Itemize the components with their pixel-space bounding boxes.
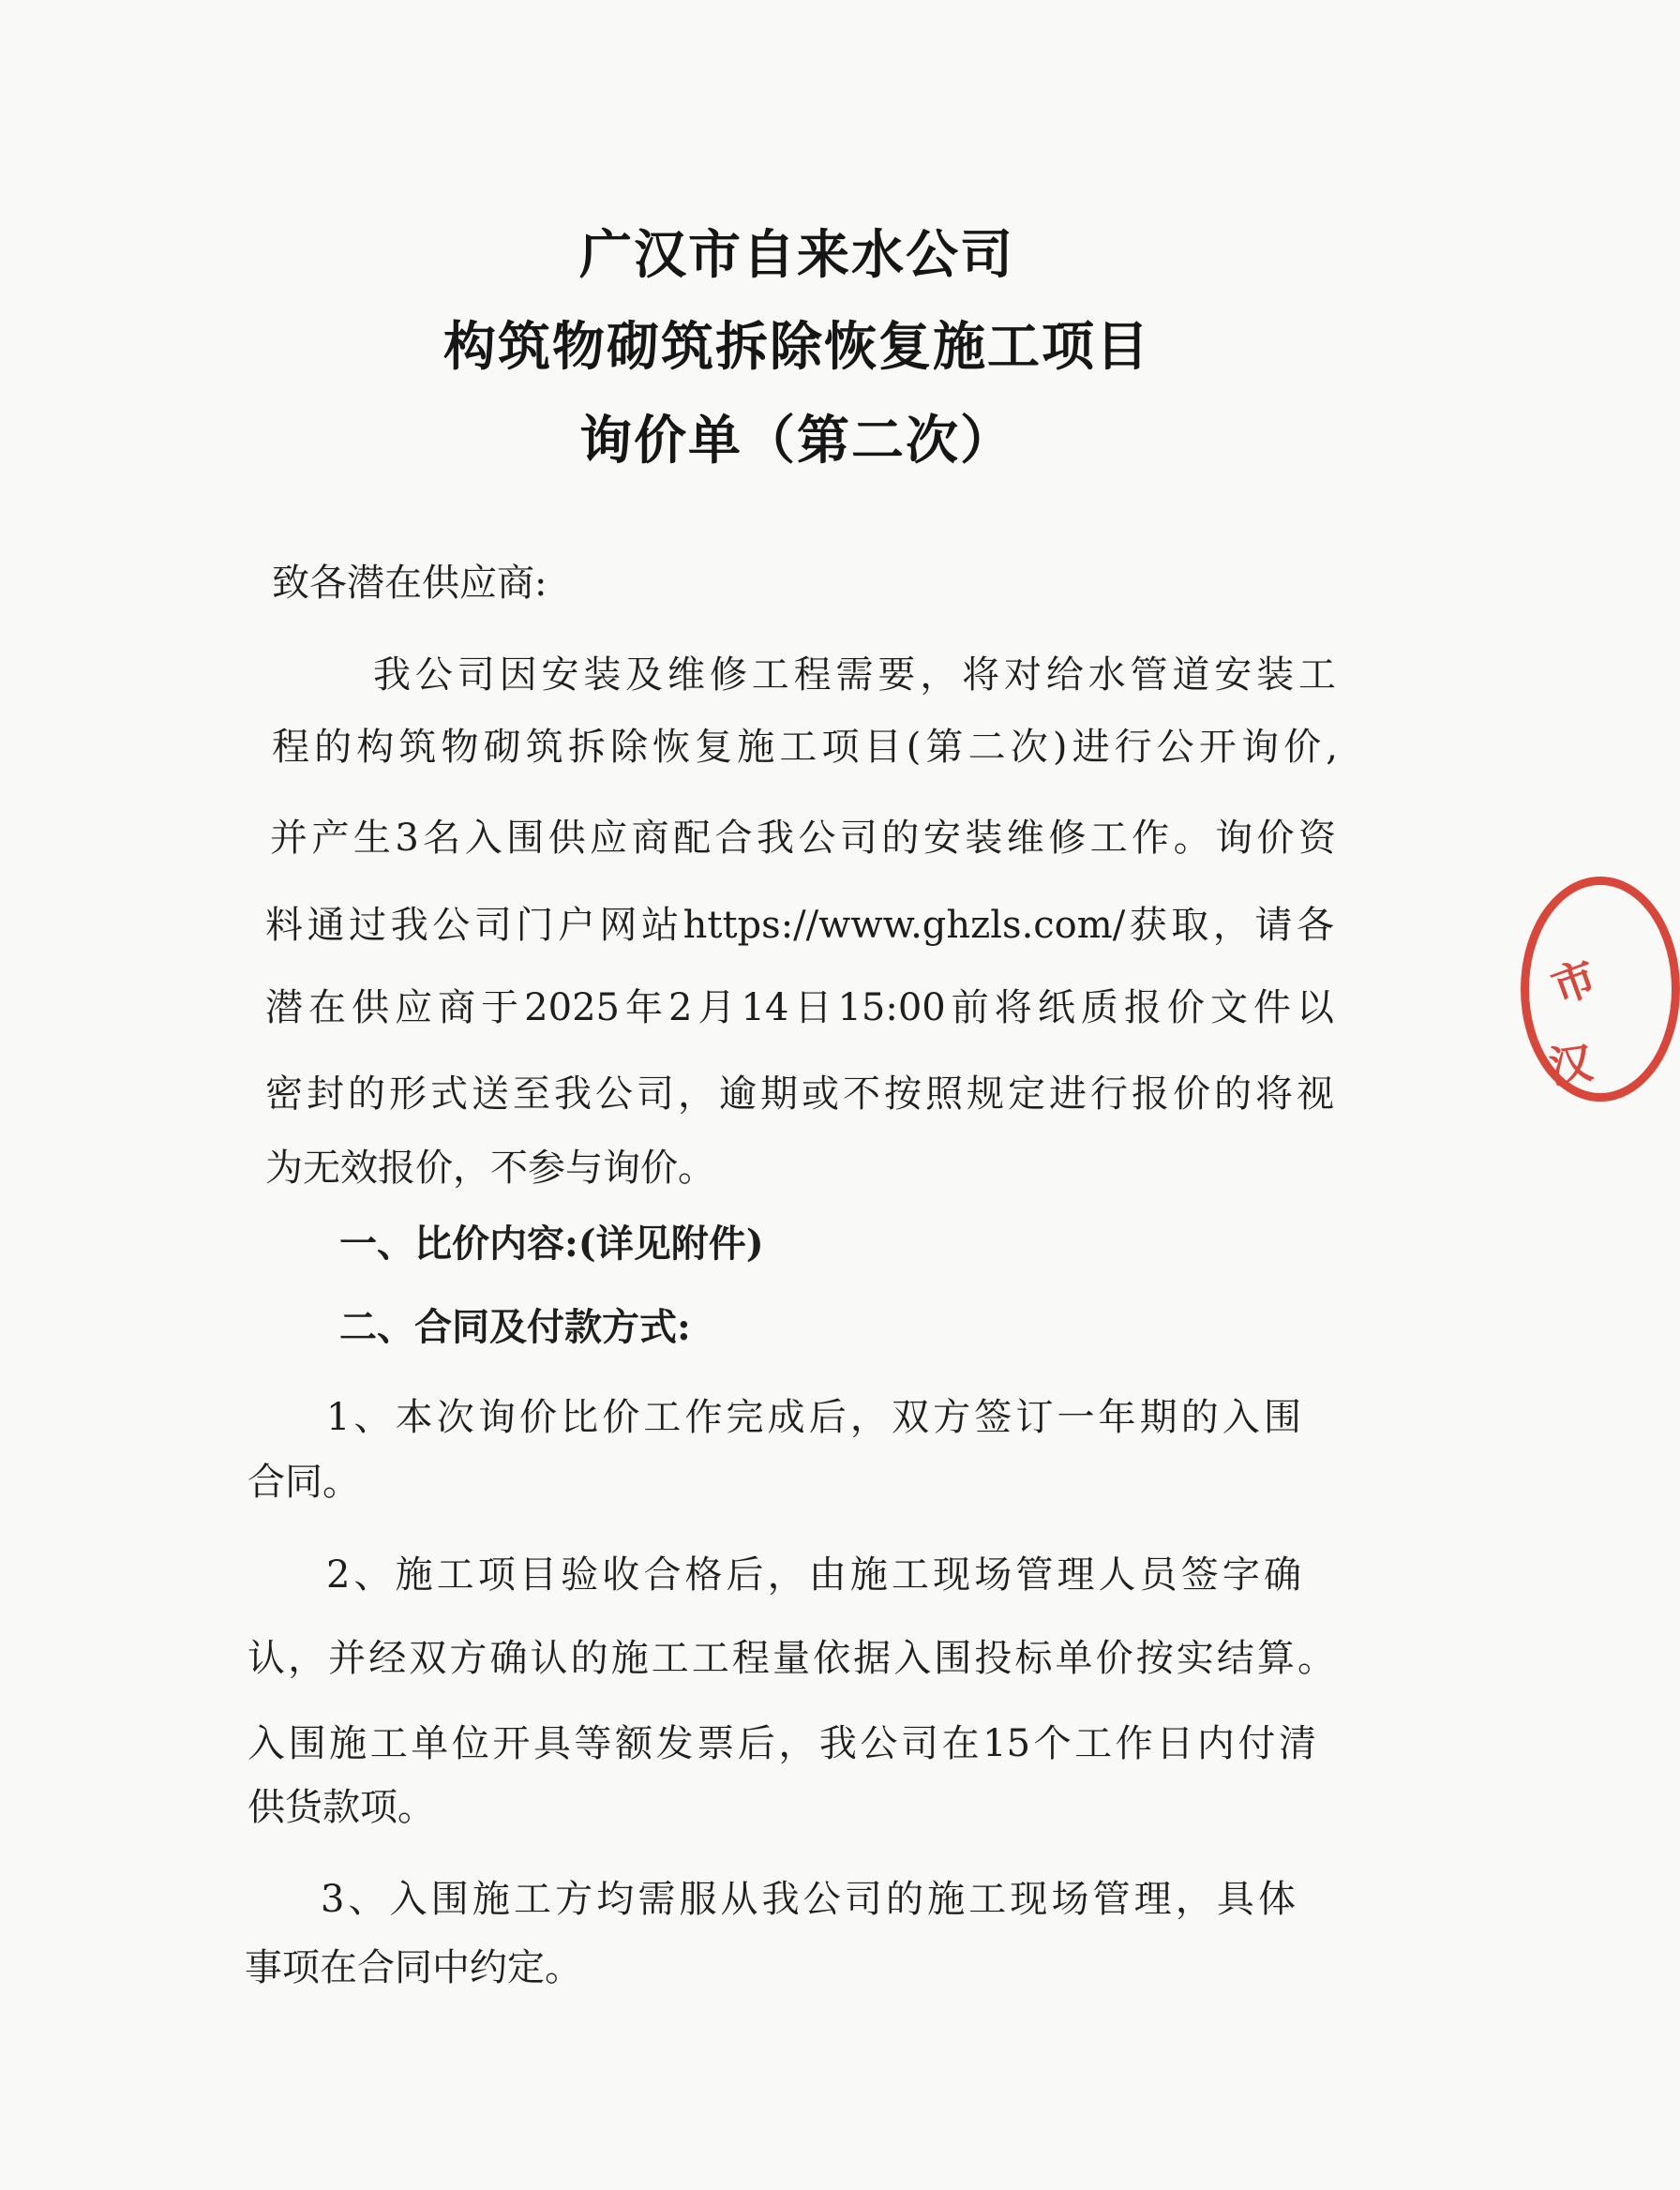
intro-line: 为无效报价，不参与询价。 <box>265 1147 715 1190</box>
item-3-line: 事项在合同中约定。 <box>245 1946 582 1989</box>
item-3-line: 3、入围施工方均需服从我公司的施工现场管理，具体 <box>321 1878 1296 1921</box>
item-1-line: 合同。 <box>248 1461 360 1504</box>
intro-line: 潜在供应商于2025年2月14日15:00前将纸质报价文件以 <box>265 986 1334 1029</box>
intro-line: 料通过我公司门户网站https://www.ghzls.com/获取，请各 <box>265 904 1334 947</box>
item-2-line: 认，并经双方确认的施工工程量依据入围投标单价按实结算。 <box>248 1637 1335 1680</box>
seal-glyph: 汉 <box>1545 1037 1596 1093</box>
title-line-3: 询价单（第二次） <box>579 411 1014 472</box>
intro-line: 并产生3名入围供应商配合我公司的安装维修工作。询价资 <box>270 817 1336 860</box>
company-seal-stamp <box>1521 877 1680 1102</box>
item-2-line: 入围施工单位开具等额发票后，我公司在15个工作日内付清 <box>248 1722 1316 1765</box>
item-2-line: 供货款项。 <box>248 1786 435 1829</box>
intro-line: 我公司因安装及维修工程需要，将对给水管道安装工 <box>373 653 1336 697</box>
item-1-line: 1、本次询价比价工作完成后，双方签订一年期的入围 <box>326 1396 1301 1439</box>
salutation: 致各潜在供应商: <box>272 562 548 605</box>
intro-line: 密封的形式送至我公司，逾期或不按照规定进行报价的将视 <box>265 1072 1334 1116</box>
title-line-1: 广汉市自来水公司 <box>579 225 1014 286</box>
section-heading-1: 一、比价内容:(详见附件) <box>339 1222 764 1266</box>
section-heading-2: 二、合同及付款方式: <box>339 1305 691 1349</box>
item-2-line: 2、施工项目验收合格后，由施工现场管理人员签字确 <box>326 1553 1301 1597</box>
title-line-2: 构筑物砌筑拆除恢复施工项目 <box>443 317 1150 378</box>
seal-glyph: 市 <box>1545 951 1603 1014</box>
intro-line: 程的构筑物砌筑拆除恢复施工项目(第二次)进行公开询价, <box>272 726 1338 769</box>
